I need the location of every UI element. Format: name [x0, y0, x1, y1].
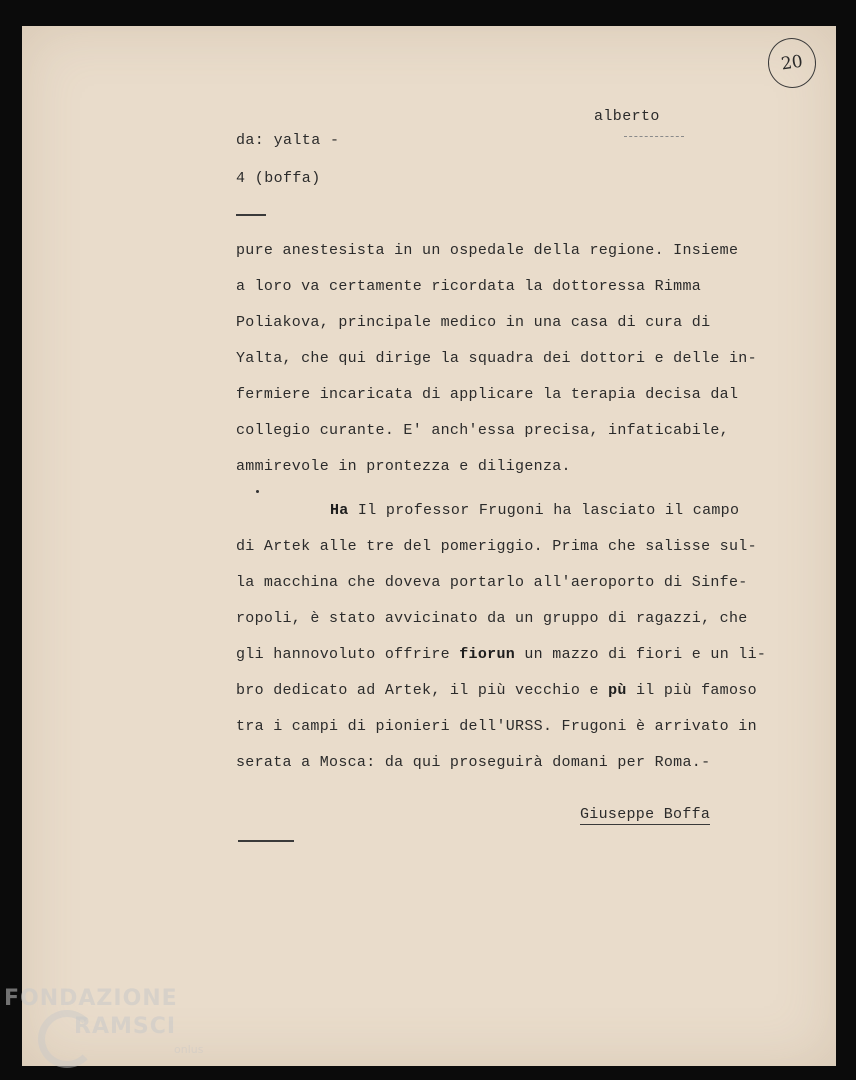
footer-divider	[238, 840, 294, 842]
paragraph1-line: pure anestesista in un ospedale della regione. Insieme	[236, 242, 739, 259]
paragraph2-line	[236, 682, 757, 699]
paragraph1-line: Yalta, che qui dirige la squadra dei dottori e delle in-	[236, 350, 757, 367]
paragraph2-text: un mazzo di fiori e un li-	[515, 646, 767, 663]
struck-text: Ha	[330, 502, 349, 519]
paragraph2-line: tra i campi di pionieri dell'URSS. Frugoni è arrivato in	[236, 718, 757, 735]
author-label: alberto	[594, 108, 660, 125]
header-divider	[236, 214, 266, 216]
paragraph2-line: la macchina che doveva portarlo all'aeroporto di Sinfe-	[236, 574, 748, 591]
struck-text: fiorun	[459, 646, 516, 663]
paragraph2-line: ropoli, è stato avvicinato da un gruppo di ragazzi, che	[236, 610, 748, 627]
document-page	[22, 26, 836, 1066]
watermark-text: RAMSCI	[74, 1014, 177, 1039]
paragraph2-line: serata a Mosca: da qui proseguirà domani per Roma.-	[236, 754, 711, 771]
struck-text: pù	[608, 682, 627, 699]
paragraph2-text: bro dedicato ad Artek, il più vecchio e	[236, 682, 609, 699]
slug-line: 4 (boffa)	[236, 170, 321, 187]
source-line: da: yalta -	[236, 132, 340, 149]
paragraph1-line: collegio curante. E' anch'essa precisa, infaticabile,	[236, 422, 729, 439]
stray-dot	[256, 490, 259, 493]
paragraph2-line: di Artek alle tre del pomeriggio. Prima che salisse sul-	[236, 538, 757, 555]
paragraph2-line	[330, 502, 739, 519]
paragraph1-line: Poliakova, principale medico in una casa di cura di	[236, 314, 711, 331]
paragraph2-text: il più famoso	[626, 682, 757, 699]
author-underline	[624, 136, 684, 138]
watermark-suffix: onlus	[174, 1043, 204, 1056]
paragraph1-line: a loro va certamente ricordata la dottoressa Rimma	[236, 278, 702, 295]
paragraph1-line: ammirevole in prontezza e diligenza.	[236, 458, 571, 475]
paragraph2-line	[236, 646, 766, 663]
paragraph2-text: Il professor Frugoni ha lasciato il campo	[357, 502, 740, 519]
paragraph2-text: gli hannovoluto offrire	[236, 646, 460, 663]
signature: Giuseppe Boffa	[580, 806, 711, 823]
paragraph1-line: fermiere incaricata di applicare la terapia decisa dal	[236, 386, 739, 403]
page-number: 20	[779, 51, 805, 75]
page-number-stamp	[765, 35, 819, 91]
watermark-text: FONDAZIONE	[4, 986, 178, 1011]
